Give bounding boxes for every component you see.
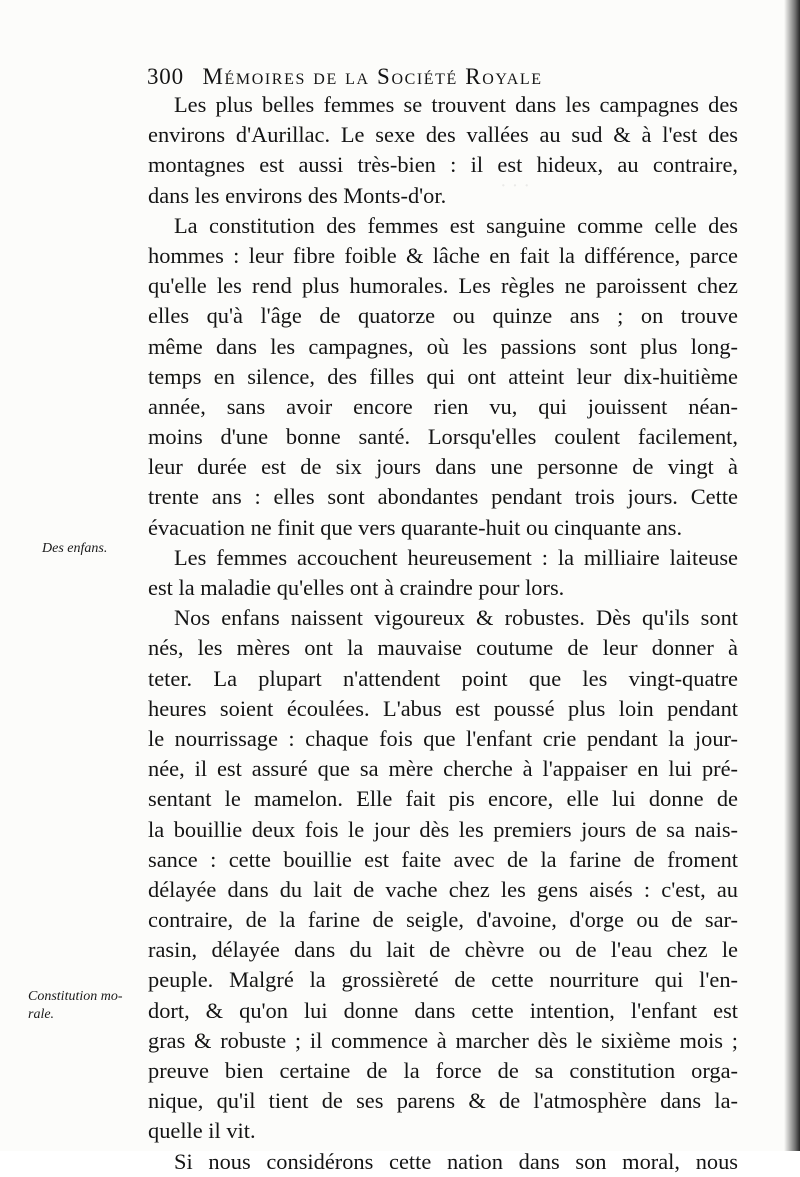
text-line: le nourrissage : chaque fois que l'enfant crie pendant la jour- [148, 725, 738, 751]
text-line: La constitution des femmes est sanguine comme celle des [174, 212, 738, 238]
text-line: hommes : leur fibre foible & lâche en fait la différence, parce [148, 242, 738, 268]
page-edge-shadow [784, 0, 800, 1151]
text-line: peuple. Malgré la grossièreté de cette nourriture qui l'en- [148, 967, 738, 993]
text-line: même dans les campagnes, où les passions sont plus long- [148, 333, 738, 359]
margin-note-constitution [28, 988, 123, 1024]
text-line: leur durée est de six jours dans une personne de vingt à [148, 454, 738, 480]
text-line: Nos enfans naissent vigoureux & robustes. Dès qu'ils sont [174, 605, 738, 631]
text-line: moins d'une bonne santé. Lorsqu'elles coulent facilement, [148, 424, 738, 450]
text-line: elles qu'à l'âge de quatorze ou quinze ans ; on trouve [148, 303, 738, 329]
text-line: quelle il vit. [148, 1118, 256, 1144]
show-through-text: · · · [500, 175, 530, 197]
text-line: est la maladie qu'elles ont à craindre pour lors. [148, 575, 565, 600]
text-line: sentant le mamelon. Elle fait pis encore, elle lui donne de [148, 786, 738, 812]
page-number: 300 [147, 64, 184, 89]
text-line: la bouillie deux fois le jour dès les premiers jours de sa nais- [148, 816, 738, 842]
text-line: teter. La plupart n'attendent point que les vingt-quatre [148, 665, 738, 691]
margin-note-enfans: Des enfans. [42, 541, 108, 556]
text-line: sance : cette bouillie est faite avec de la farine de froment [148, 846, 738, 872]
text-line: heures soient écoulées. L'abus est poussé plus loin pendant [148, 695, 738, 721]
text-line: contraire, de la farine de seigle, d'avoine, d'orge ou de sar- [148, 907, 738, 933]
text-line: dort, & qu'on lui donne dans cette intention, l'enfant est [148, 997, 738, 1023]
text-line: année, sans avoir encore rien vu, qui jouissent néan- [148, 393, 738, 419]
text-line: gras & robuste ; il commence à marcher dès le sixième mois ; [148, 1027, 738, 1053]
text-line: rasin, délayée dans du lait de chèvre ou de l'eau chez le [148, 937, 738, 963]
running-title: Mémoires de la Société Royale [202, 64, 543, 89]
text-line: temps en silence, des filles qui ont atteint leur dix-huitième [148, 363, 738, 389]
text-line: évacuation ne finit que vers quarante-huit ou cinquante ans. [148, 514, 683, 540]
text-line: délayée dans du lait de vache chez les gens aisés : c'est, au [148, 876, 738, 902]
text-line: montagnes est aussi très-bien : il est hideux, au contraire, [148, 152, 738, 178]
text-line: nique, qu'il tient de ses parens & de l'atmosphère dans la- [148, 1088, 738, 1114]
text-line: trente ans : elles sont abondantes pendant trois jours. Cette [148, 484, 738, 510]
body-text [148, 90, 738, 1177]
text-line: qu'elle les rend plus humorales. Les règles ne paroissent chez [148, 273, 738, 299]
text-line: preuve bien certaine de la force de sa constitution orga- [148, 1058, 738, 1083]
margin-note-line: Constitution mo- [28, 989, 123, 1004]
text-line: environs d'Aurillac. Le sexe des vallées au sud & à l'est des [148, 122, 738, 148]
text-line: Les plus belles femmes se trouvent dans les campagnes des [174, 92, 738, 117]
text-line: Les femmes accouchent heureusement : la milliaire laiteuse [174, 544, 738, 570]
text-line: née, il est assuré que sa mère cherche à l'appaiser en lui pré- [148, 756, 738, 782]
text-line: Si nous considérons cette nation dans son moral, nous [174, 1148, 738, 1174]
text-line: nés, les mères ont la mauvaise coutume de leur donner à [148, 635, 738, 661]
margin-note-line: rale. [28, 1007, 55, 1022]
text-line: dans les environs des Monts-d'or. [148, 182, 447, 208]
